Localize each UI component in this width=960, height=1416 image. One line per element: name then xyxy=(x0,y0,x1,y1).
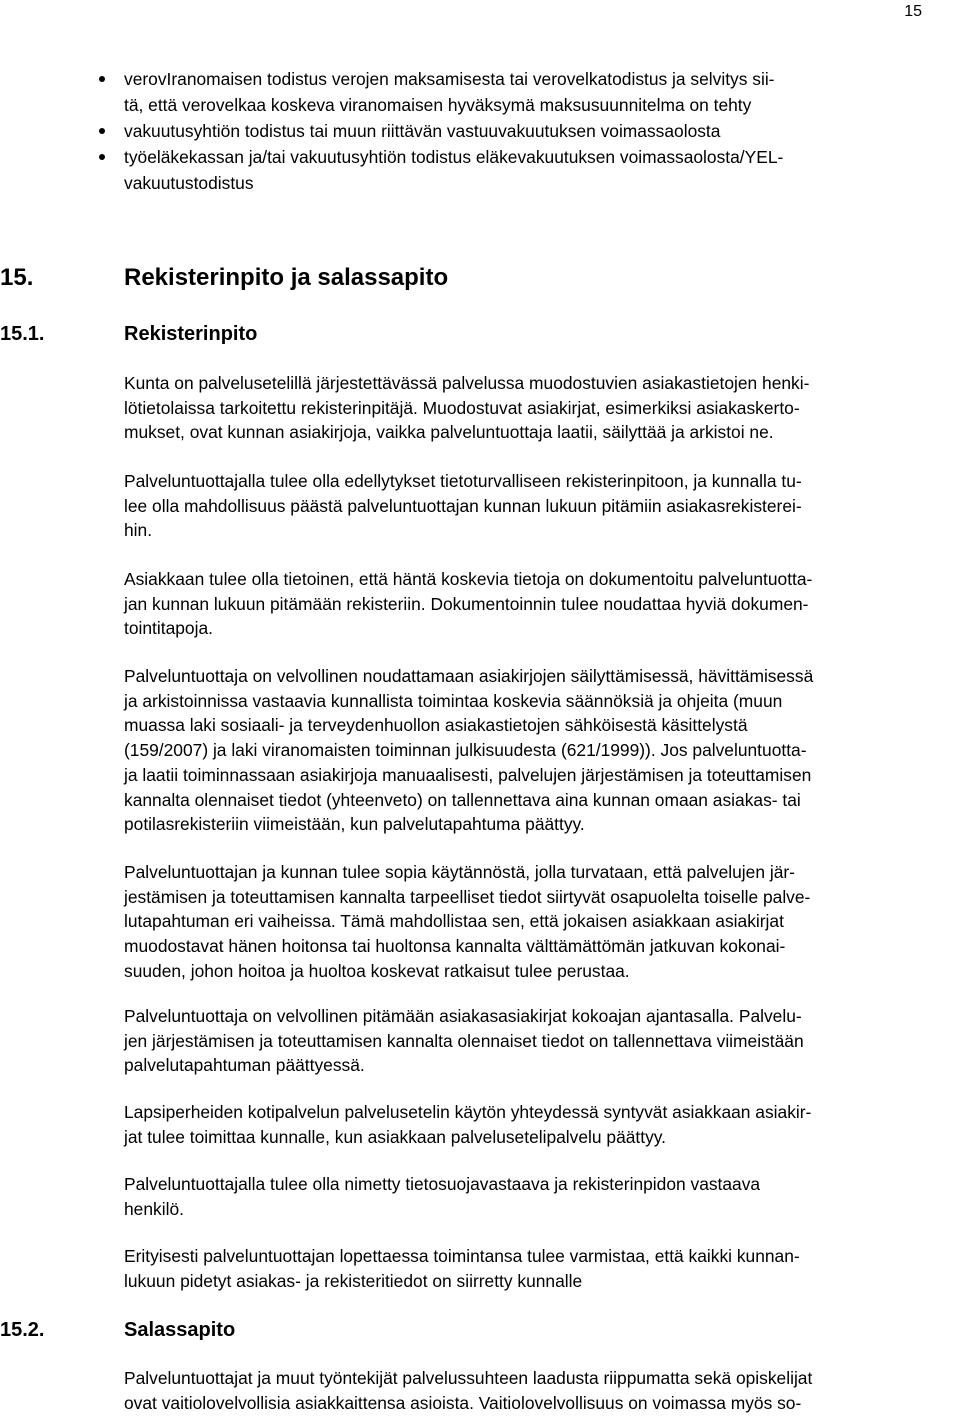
bullet-icon xyxy=(99,128,105,134)
list-item xyxy=(124,66,960,118)
paragraph: Palveluntuottajalla tulee olla nimetty tietosuojavastaava ja rekisterinpidon vastaava henkilö. xyxy=(124,1174,761,1219)
list-item xyxy=(124,118,960,144)
bullet-icon xyxy=(99,76,105,82)
paragraph: Erityisesti palveluntuottajan lopettaessa toimintansa tulee varmistaa, että kaikki kunnan- lukuun pidetyt asiakas- ja rekisteritiedot on siirretty kunnalle xyxy=(124,1246,800,1291)
section-title: Rekisterinpito ja salassapito xyxy=(124,264,449,291)
paragraph: Asiakkaan tulee olla tietoinen, että häntä koskevia tietoja on dokumentoitu palveluntuotta- jan kunnan lukuun pitämään rekisteriin. Dokumentoinnin tulee noudattaa hyviä dokumen- tointitapoja. xyxy=(124,569,813,639)
paragraph: Palveluntuottaja on velvollinen pitämään asiakasasiakirjat kokoajan ajantasalla. Palvelu- jen järjestämisen ja toteuttamisen kannalta olennaiset tiedot on tallennettava viimeistään palvelutapahtuman päättyessä. xyxy=(124,1006,804,1076)
list-item-text: verovIranomaisen todistus verojen maksamisesta tai verovelkatodistus ja selvitys sii- tä, että verovelkaa koskeva viranomaisen hyväksymä maksusuunnitelma on tehty xyxy=(124,69,775,115)
page-number: 15 xyxy=(904,3,922,20)
paragraph: Palveluntuottaja on velvollinen noudattamaan asiakirjojen säilyttämisessä, hävittämisessä ja arkistoinnissa vastaavia kunnallista toimintaa koskevia säännöksiä ja ohjeita (muun muassa laki sosiaali- ja terveydenhuollon asiakastietojen sähköisestä käsittelystä (159/2007) ja laki viranomaisten toiminnan julkisuudesta (621/1999)). Jos palveluntuotta- ja laatii toiminnassaan asiakirjoja manuaalisesti, palvelujen järjestämisen ja toteuttamisen kannalta olennaiset tiedot (yhteenveto) on tallennettava aina kunnan omaan asiakas- tai potilasrekisteriin viimeistään, kun palvelutapahtuma päättyy. xyxy=(124,666,814,835)
subsection-title: Salassapito xyxy=(124,1319,236,1341)
section-number: 15. xyxy=(0,264,34,291)
subsection-number: 15.1. xyxy=(0,323,45,345)
subsection-number: 15.2. xyxy=(0,1319,45,1341)
paragraph: Kunta on palvelusetelillä järjestettävässä palvelussa muodostuvien asiakastietojen henki- lötietolaissa tarkoitettu rekisterinpitäjä. Muodostuvat asiakirjat, esimerkiksi asiakaskerto- mukset, ovat kunnan asiakirjoja, vaikka palveluntuottaja laatii, säilyttää ja arkistoi ne. xyxy=(124,373,810,443)
paragraph: Palveluntuottajan ja kunnan tulee sopia käytännöstä, jolla turvataan, että palvelujen jär- jestämisen ja toteuttamisen kannalta tarpeelliset tiedot siirtyvät osapuolelta toiselle palve- lutapahtuman eri vaiheissa. Tämä mahdollistaa sen, että jokaisen asiakkaan asiakirjat muodostavat hänen hoitonsa tai huoltonsa kannalta välttämättömän jatkuvan kokonai- suuden, johon hoitoa ja huoltoa koskevat ratkaisut tulee perustaa. xyxy=(124,862,811,981)
list-item-text: vakuutusyhtiön todistus tai muun riittävän vastuuvakuutuksen voimassaolosta xyxy=(124,121,721,141)
subsection-title: Rekisterinpito xyxy=(124,323,258,345)
paragraph: Palveluntuottajalla tulee olla edellytykset tietoturvalliseen rekisterinpitoon, ja kunnalla tu- lee olla mahdollisuus päästä palveluntuottajan kunnan lukuun pitämiin asiakasrekisterei- hin. xyxy=(124,471,802,541)
paragraph: Palveluntuottajat ja muut työntekijät palvelussuhteen laadusta riippumatta sekä opiskelijat ovat vaitiolovelvollisia asiakkaittensa asioista. Vaitiolovelvollisuus on voimassa myös so- xyxy=(124,1368,813,1413)
requirements-bullet-list xyxy=(124,66,960,196)
paragraph: Lapsiperheiden kotipalvelun palvelusetelin käytön yhteydessä syntyvät asiakkaan asiakir- jat tulee toimittaa kunnalle, kun asiakkaan palvelusetelipalvelu päättyy. xyxy=(124,1102,812,1147)
bullet-icon xyxy=(99,154,105,160)
list-item xyxy=(124,144,960,196)
list-item-text: työeläkekassan ja/tai vakuutusyhtiön todistus eläkevakuutuksen voimassaolosta/YEL- vakuutustodistus xyxy=(124,147,784,193)
